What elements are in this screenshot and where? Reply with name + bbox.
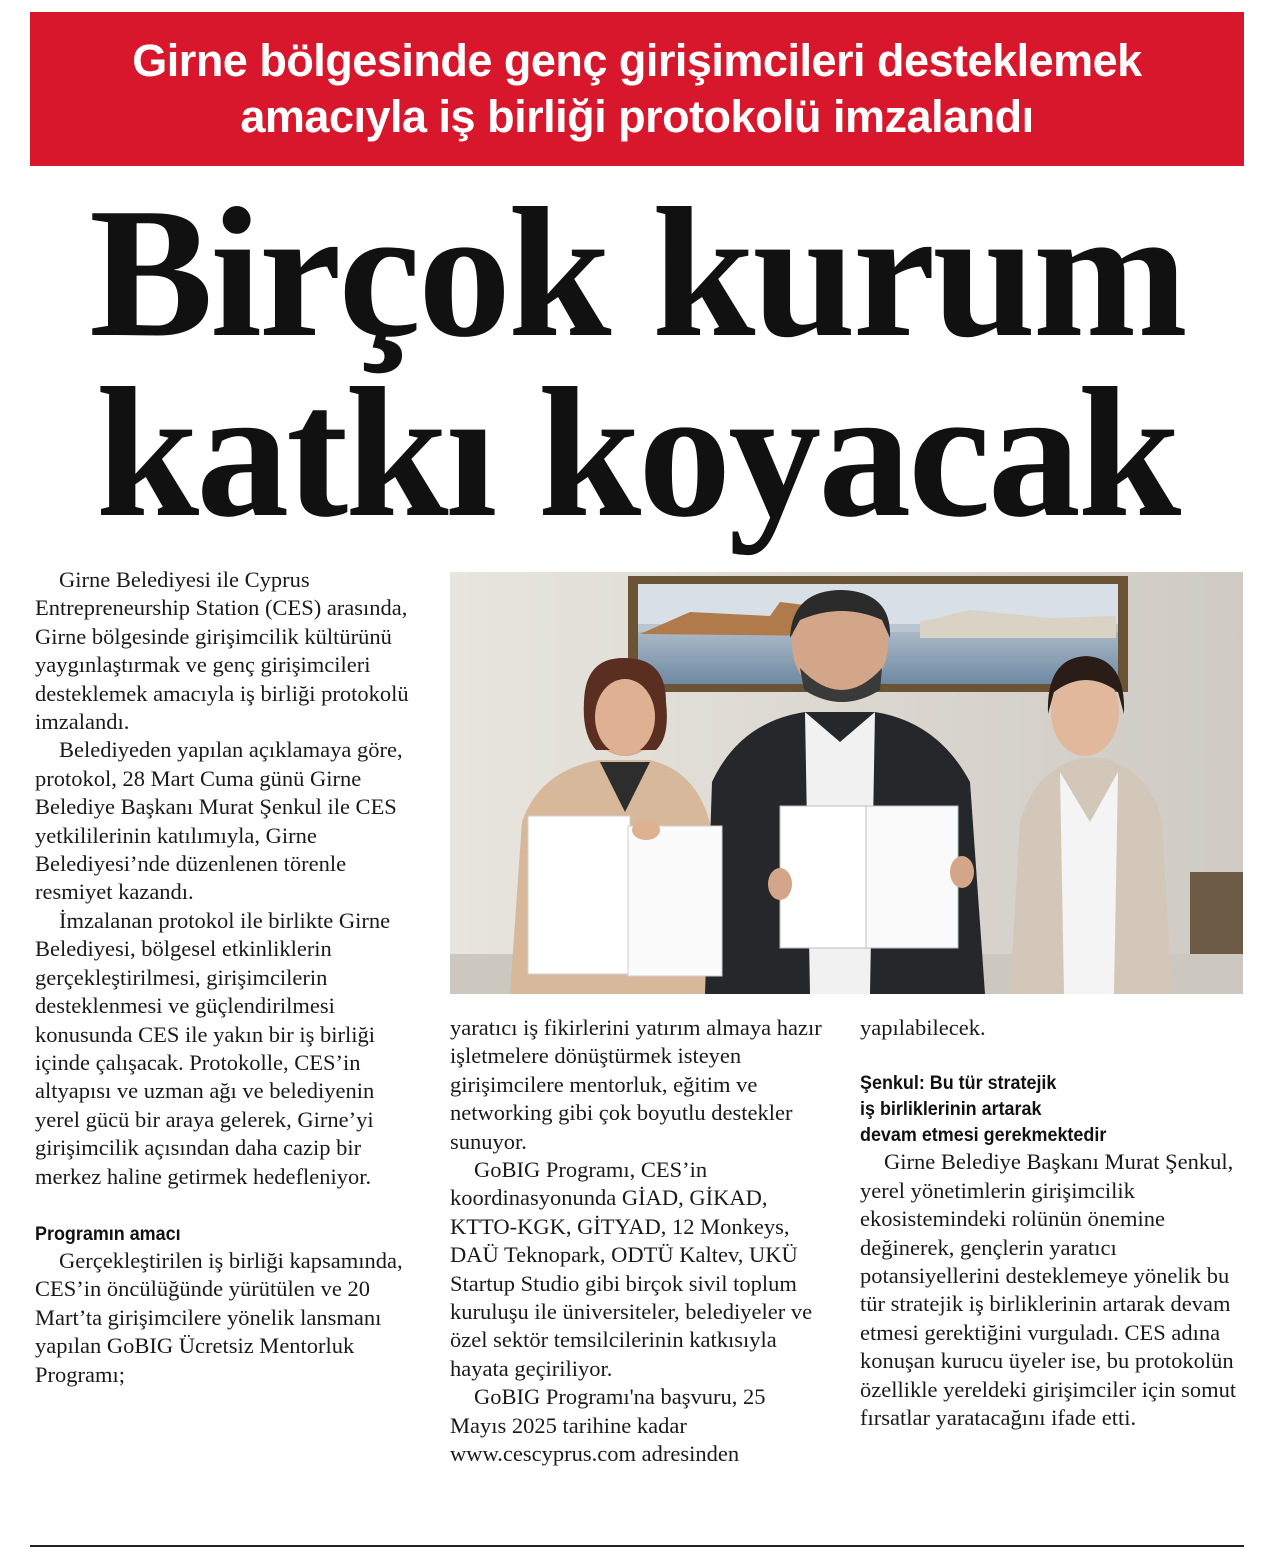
article-column-2 <box>450 1014 825 1469</box>
paragraph: Belediyeden yapılan açıklamaya göre, protokol, 28 Mart Cuma günü Girne Belediye Başkanı Murat Şenkul ile CES yetkililerinin katılımıyla, Girne Belediyesi’nde düzenlenen törenle resmiyet kazandı. <box>35 737 403 905</box>
paragraph: İmzalanan protokol ile birlikte Girne Belediyesi, bölgesel etkinliklerin gerçekleştirilmesi, girişimcilerin desteklenmesi ve güçlendirilmesi konusunda CES ile yakın bir iş birliği içinde çalışacak. Protokolle, CES’in altyapısı ve uzman ağı ve belediyenin yerel gücü bir araya gelerek, Girne’yi girişimcilik açısından daha cazip bir merkez haline getirmek hedefleniyor. <box>35 907 391 1189</box>
main-headline-line-1: Birçok kurum <box>89 170 1185 376</box>
article-photo <box>450 572 1243 994</box>
subheading-senkul-l1: Şenkul: Bu tür stratejik <box>860 1072 1057 1095</box>
article-column-3 <box>860 1014 1244 1432</box>
banner-line-2: amacıyla iş birliği protokolü imzalandı <box>240 91 1034 142</box>
bottom-rule <box>30 1545 1244 1547</box>
subheading-senkul-l2: iş birliklerinin artarak <box>860 1098 1042 1121</box>
paragraph: GoBIG Programı, CES’in koordinasyonunda GİAD, GİKAD, KTTO-KGK, GİTYAD, 12 Monkeys, DAÜ Teknopark, ODTÜ Kaltev, UKÜ Startup Studio gibi birçok sivil toplum kuruluşu ile üniversiteler, belediyeler ve özel sektör temsilcilerinin katkısıyla hayata geçiriliyor. <box>450 1157 813 1381</box>
paragraph: Girne Belediye Başkanı Murat Şenkul, yerel yönetimlerin girişimcilik ekosistemindeki rolünün önemine değinerek, gençlerin yaratıcı potansiyellerini desteklemeye yönelik bu tür stratejik iş birliklerinin artarak devam etmesi gerektiğini vurguladı. CES adına konuşan kurucu üyeler ise, bu protokolün özellikle yereldeki girişimciler için somut fırsatlar yaratacağını ifade etti. <box>860 1149 1237 1431</box>
paragraph: yaratıcı iş fikirlerini yatırım almaya hazır işletmelere dönüştürmek isteyen girişimcilere mentorluk, eğitim ve networking gibi çok boyutlu destekler sunuyor. <box>450 1015 822 1154</box>
subheading-senkul-l3: devam etmesi gerekmektedir <box>860 1124 1107 1147</box>
main-headline-line-2: katkı koyacak <box>95 350 1179 556</box>
paragraph: yapılabilecek. <box>860 1015 986 1040</box>
article-column-1 <box>35 566 420 1389</box>
headline-banner <box>30 12 1244 166</box>
paragraph: Girne Belediyesi ile Cyprus Entrepreneurship Station (CES) arasında, Girne bölgesinde girişimcilik kültürünü yaygınlaştırmak ve genç girişimcileri desteklemek amacıyla iş birliği protokolü imzalandı. <box>35 567 409 735</box>
paragraph: Gerçekleştirilen iş birliği kapsamında, CES’in öncülüğünde yürütülen ve 20 Mart’ta girişimcilere yönelik lansmanı yapılan GoBIG Ücretsiz Mentorluk Programı; <box>35 1247 403 1387</box>
banner-line-1: Girne bölgesinde genç girişimcileri desteklemek <box>132 35 1142 86</box>
paragraph: GoBIG Programı'na başvuru, 25 Mayıs 2025 tarihine kadar www.cescyprus.com adresinden <box>450 1384 766 1467</box>
subheading-program-purpose: Programın amacı <box>35 1222 181 1245</box>
